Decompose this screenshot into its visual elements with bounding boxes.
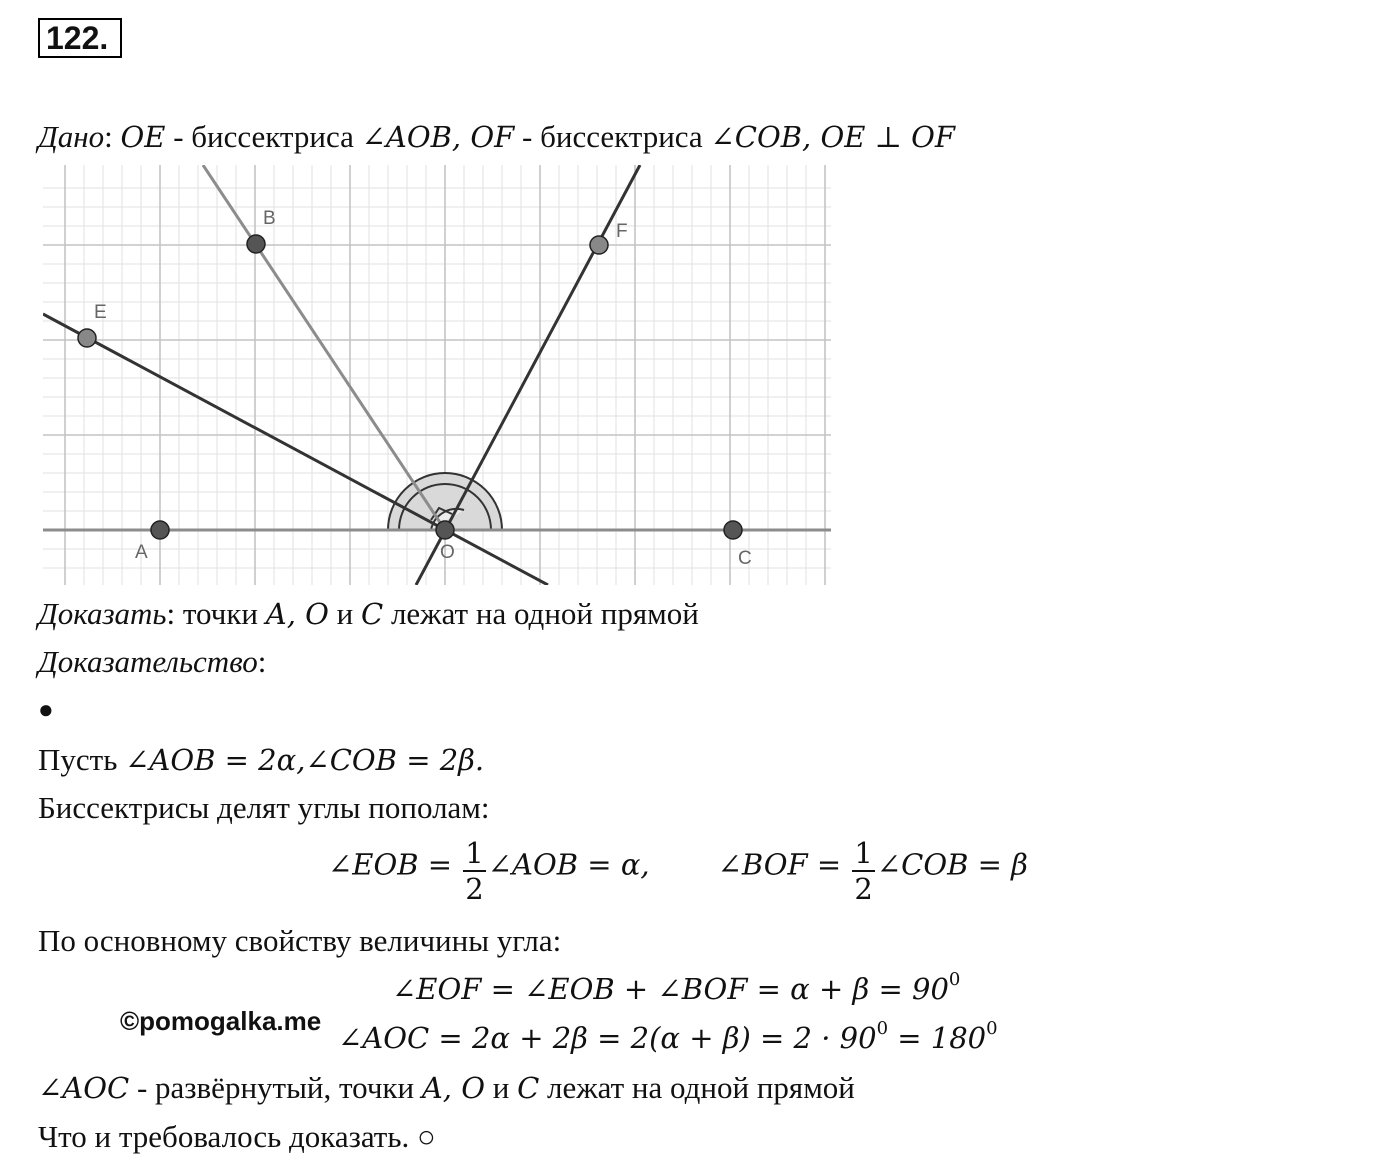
watermark: ©pomogalka.me bbox=[120, 1006, 322, 1036]
ray-ob bbox=[203, 165, 445, 530]
formula-eof-sup: 0 bbox=[948, 969, 961, 990]
let-line bbox=[38, 740, 484, 780]
prove-text-2: и bbox=[328, 596, 361, 631]
proof-heading: Доказательство: bbox=[38, 644, 267, 679]
given-text-4: - биссектриса bbox=[514, 119, 711, 154]
let-word: Пусть bbox=[38, 742, 126, 777]
conclusion-math: ∠AOC bbox=[38, 1071, 130, 1105]
given-line: Дано: OE - биссектриса ∠AOB, OF - биссектриса ∠COB, OE ⊥ OF bbox=[38, 119, 956, 154]
formula-eof-main: ∠EOF = ∠EOB + ∠BOF = α + β = 90 bbox=[392, 972, 949, 1006]
point-o bbox=[436, 521, 454, 539]
formula-aoc bbox=[338, 1018, 998, 1055]
prove-points: A, O bbox=[265, 597, 329, 631]
point-a bbox=[151, 521, 169, 539]
fraction-half-1 bbox=[463, 836, 485, 906]
label-e: E bbox=[94, 302, 107, 323]
formula-bof-b: ∠COB = β bbox=[876, 847, 1028, 882]
prove-label: Доказать bbox=[38, 596, 167, 631]
conclusion-point-c: C bbox=[517, 1071, 540, 1105]
point-e bbox=[78, 329, 96, 347]
fraction-num: 1 bbox=[465, 836, 484, 870]
prove-text-1: : точки bbox=[166, 596, 266, 631]
conclusion-text-3: лежат на одной прямой bbox=[539, 1070, 855, 1105]
formula-aoc-sup1: 0 bbox=[876, 1018, 889, 1039]
given-label: Дано bbox=[38, 119, 105, 154]
conclusion-text-1: - развёрнутый, точки bbox=[129, 1070, 422, 1105]
prove-point-c: C bbox=[361, 597, 384, 631]
proof-label: Доказательство bbox=[38, 644, 258, 679]
label-a: A bbox=[135, 542, 148, 563]
conclusion-line bbox=[38, 1068, 855, 1108]
conclusion-points: A, O bbox=[421, 1071, 485, 1105]
label-o: O bbox=[440, 542, 455, 563]
formula-eob-a: ∠EOB = bbox=[328, 847, 462, 882]
given-math-3: ∠AOB, OF bbox=[361, 120, 515, 154]
prove-text-3: лежат на одной прямой bbox=[383, 596, 699, 631]
fraction-half-2 bbox=[852, 836, 874, 906]
line-eo bbox=[43, 314, 548, 585]
formula-eob-b: ∠AOB = α, bbox=[487, 847, 650, 882]
point-f bbox=[590, 236, 608, 254]
fraction-num: 1 bbox=[854, 836, 873, 870]
point-c bbox=[724, 521, 742, 539]
fraction-den: 2 bbox=[854, 872, 873, 906]
label-f: F bbox=[616, 221, 628, 242]
problem-number: 122. bbox=[38, 18, 122, 58]
bisect-line: Биссектрисы делят углы пополам: bbox=[38, 790, 490, 825]
conclusion-text-2: и bbox=[484, 1070, 518, 1105]
formula-aoc-b: = 180 bbox=[888, 1021, 987, 1055]
bullet: ● bbox=[38, 695, 54, 724]
formula-aoc-sup2: 0 bbox=[986, 1018, 998, 1039]
given-text-2: - биссектриса bbox=[165, 119, 362, 154]
property-line: По основному свойству величины угла: bbox=[38, 923, 562, 958]
label-b: B bbox=[263, 208, 276, 229]
let-math: ∠AOB = 2α,∠COB = 2β. bbox=[125, 743, 485, 777]
given-math-5: ∠COB, OE ⊥ OF bbox=[710, 120, 956, 154]
qed-line: Что и требовалось доказать. ○ bbox=[38, 1119, 436, 1154]
formula-eof bbox=[392, 969, 961, 1006]
point-b bbox=[247, 235, 265, 253]
prove-line bbox=[38, 594, 699, 634]
label-c: C bbox=[738, 548, 752, 569]
geometry-figure bbox=[0, 0, 860, 600]
formula-bof-a: ∠BOF = bbox=[717, 847, 851, 882]
fraction-den: 2 bbox=[465, 872, 484, 906]
formula-half bbox=[328, 836, 1028, 906]
formula-aoc-a: ∠AOC = 2α + 2β = 2(α + β) = 2 · 90 bbox=[338, 1021, 877, 1055]
given-math-1: OE bbox=[120, 120, 166, 154]
